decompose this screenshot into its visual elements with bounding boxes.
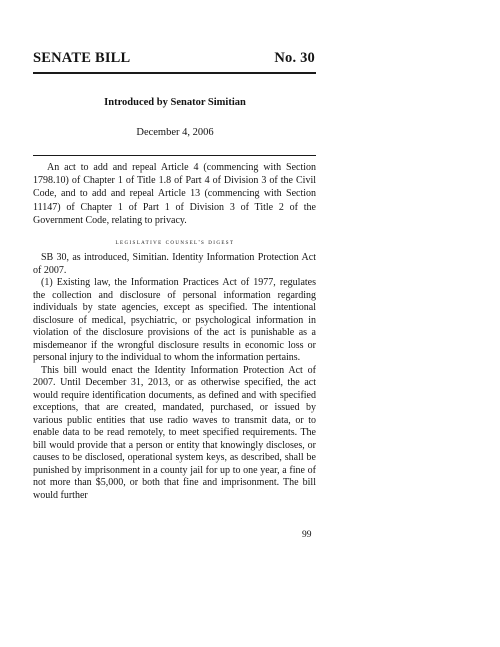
digest-body xyxy=(33,252,316,502)
introduction-date: December 4, 2006 xyxy=(136,127,214,138)
digest-heading: legislative counsel's digest xyxy=(115,239,235,246)
bill-title-paragraph: An act to add and repeal Article 4 (commencing with Section 1798.10) of Chapter 1 of Title 1.8 of Part 4 of Division 3 of the Civil Code, and to add and repeal Article 13 (commencing with Section 11147) of Chapter 1 of Part 1 of Division 3 of Title 2 of the Government Code, relating to privacy. xyxy=(33,162,316,226)
section-divider xyxy=(33,155,316,156)
introduced-by: Introduced by Senator Simitian xyxy=(104,97,246,108)
page-number: 99 xyxy=(302,530,312,540)
digest-paragraph: (1) Existing law, the Information Practices Act of 1977, regulates the collection and disclosure of personal information regarding individuals by state agencies, except as specified. The intentional disclosure of medical, psychiatric, or psychological information in violation of the disclosure provisions of the act is punishable as a misdemeanor if the wrongful disclosure results in economic loss or personal injury to the individual to whom the information pertains. xyxy=(33,277,316,363)
digest-paragraph: SB 30, as introduced, Simitian. Identity Information Protection Act of 2007. xyxy=(33,252,316,276)
bill-label: SENATE BILL xyxy=(33,50,131,66)
header-rule xyxy=(33,72,316,74)
digest-paragraph: This bill would enact the Identity Information Protection Act of 2007. Until December 31, 2013, or as otherwise specified, the act would require identification documents, as defined and with specified exceptions, that are created, mandated, purchased, or issued by various public entities that use radio waves to transmit data, or to enable data to be read remotely, to meet specified requirements. The bill would provide that a person or entity that knowingly discloses, or causes to be disclosed, operational system keys, as described, shall be punished by imprisonment in a county jail for up to one year, a fine of not more than $5,000, or both that fine and imprisonment. The bill would further xyxy=(33,364,316,501)
bill-number: No. 30 xyxy=(274,50,315,66)
